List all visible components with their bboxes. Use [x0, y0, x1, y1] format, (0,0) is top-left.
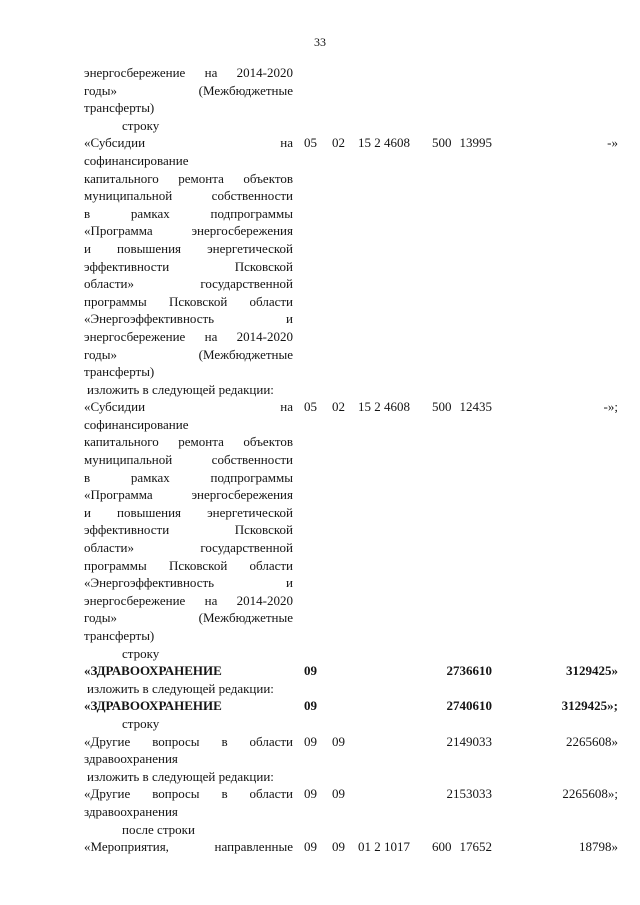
line-text: здравоохранения — [84, 803, 178, 819]
subsection-code: 09 — [332, 786, 345, 802]
instruction-text: изложить в следующей редакции: — [87, 768, 274, 784]
text-line — [0, 293, 640, 311]
instruction-text: изложить в следующей редакции: — [87, 680, 274, 696]
line-text: годы» (Межбюджетные — [84, 82, 293, 98]
line-text: «Энергоэффективность и — [84, 575, 293, 591]
text-line — [0, 99, 640, 117]
subsection-code: 02 — [332, 135, 345, 151]
section-code: 09 — [304, 698, 317, 714]
table-row — [0, 733, 640, 751]
instruction-line — [0, 680, 640, 698]
line-text: годы» (Межбюджетные — [84, 610, 293, 626]
text-line — [0, 346, 640, 364]
text-line — [0, 187, 640, 205]
section-code: 09 — [304, 663, 317, 679]
amount-first: 2740610 — [446, 698, 492, 714]
text-line — [0, 416, 640, 434]
amount-second: -» — [607, 135, 618, 151]
target-article-code: 15 2 4608 — [358, 135, 410, 151]
instruction-text: строку — [122, 715, 160, 731]
text-line — [0, 152, 640, 170]
line-text: здравоохранения — [84, 751, 178, 767]
text-line — [0, 275, 640, 293]
page-number: 33 — [314, 35, 326, 49]
text-line — [0, 328, 640, 346]
amount-second: 2265608» — [566, 733, 618, 749]
text-line — [0, 310, 640, 328]
text-line — [0, 803, 640, 821]
row-name: «ЗДРАВООХРАНЕНИЕ — [84, 698, 222, 714]
text-line — [0, 258, 640, 276]
table-row — [0, 134, 640, 152]
line-text: области» государственной — [84, 276, 293, 292]
table-row — [0, 398, 640, 416]
line-text: софинансирование — [84, 416, 189, 432]
text-line — [0, 82, 640, 100]
subsection-code: 02 — [332, 399, 345, 415]
instruction-text: после строки — [122, 821, 195, 837]
expense-type-code: 500 — [432, 135, 452, 151]
line-text: капитального ремонта объектов — [84, 434, 293, 450]
line-text: области» государственной — [84, 540, 293, 556]
text-line — [0, 363, 640, 381]
line-text: софинансирование — [84, 152, 189, 168]
line-text: и повышения энергетической — [84, 504, 293, 520]
row-name: «Мероприятия, направленные — [84, 839, 293, 855]
amount-second: 2265608»; — [562, 786, 618, 802]
instruction-text: строку — [122, 117, 160, 133]
text-line — [0, 504, 640, 522]
text-line — [0, 170, 640, 188]
table-row — [0, 697, 640, 715]
row-name: «ЗДРАВООХРАНЕНИЕ — [84, 663, 222, 679]
section-code: 09 — [304, 733, 317, 749]
instruction-line — [0, 821, 640, 839]
amount-first: 2153033 — [446, 786, 492, 802]
line-text: программы Псковской области — [84, 293, 293, 309]
text-line — [0, 205, 640, 223]
instruction-line — [0, 117, 640, 135]
instruction-line — [0, 768, 640, 786]
text-line — [0, 486, 640, 504]
line-text: трансферты) — [84, 628, 155, 643]
text-line — [0, 557, 640, 575]
text-line — [0, 240, 640, 258]
text-line — [0, 574, 640, 592]
text-line — [0, 592, 640, 610]
line-text: «Энергоэффективность и — [84, 311, 293, 327]
target-article-code: 01 2 1017 — [358, 839, 410, 855]
amount-second: 3129425»; — [561, 698, 618, 714]
amount-second: -»; — [603, 399, 618, 415]
text-line — [0, 451, 640, 469]
amount-second: 3129425» — [566, 663, 618, 679]
line-text: энергосбережение на 2014-2020 — [84, 592, 293, 608]
line-text: «Программа энергосбережения — [84, 487, 293, 503]
text-line — [0, 64, 640, 82]
line-text: капитального ремонта объектов — [84, 170, 293, 186]
text-line — [0, 222, 640, 240]
instruction-text: изложить в следующей редакции: — [87, 381, 274, 397]
text-line — [0, 433, 640, 451]
subsection-code: 09 — [332, 733, 345, 749]
instruction-line — [0, 645, 640, 663]
amendment-table — [0, 64, 640, 856]
text-line — [0, 539, 640, 557]
line-text: муниципальной собственности — [84, 188, 293, 204]
instruction-line — [0, 715, 640, 733]
table-row — [0, 662, 640, 680]
amount-first: 2149033 — [446, 733, 492, 749]
amount-first: 17652 — [459, 839, 492, 855]
expense-type-code: 500 — [432, 399, 452, 415]
line-text: в рамках подпрограммы — [84, 469, 293, 485]
amount-first: 13995 — [459, 135, 492, 151]
section-code: 05 — [304, 399, 317, 415]
amount-first: 2736610 — [446, 663, 492, 679]
row-name: «Другие вопросы в области — [84, 733, 293, 749]
text-line — [0, 469, 640, 487]
text-line — [0, 750, 640, 768]
text-line — [0, 609, 640, 627]
line-text: энергосбережение на 2014-2020 — [84, 65, 293, 80]
section-code: 09 — [304, 786, 317, 802]
line-text: энергосбережение на 2014-2020 — [84, 328, 293, 344]
line-text: программы Псковской области — [84, 557, 293, 573]
expense-type-code: 600 — [432, 839, 452, 855]
target-article-code: 15 2 4608 — [358, 399, 410, 415]
line-text: трансферты) — [84, 100, 155, 116]
section-code: 09 — [304, 839, 317, 855]
section-code: 05 — [304, 135, 317, 151]
line-text: и повышения энергетической — [84, 240, 293, 256]
line-text: в рамках подпрограммы — [84, 205, 293, 221]
instruction-text: строку — [122, 645, 160, 661]
subsection-code: 09 — [332, 839, 345, 855]
text-line — [0, 627, 640, 645]
amount-second: 18798» — [579, 839, 618, 855]
row-name: «Другие вопросы в области — [84, 786, 293, 802]
line-text: муниципальной собственности — [84, 452, 293, 468]
row-name: «Субсидии на — [84, 135, 293, 151]
table-row — [0, 838, 640, 856]
line-text: «Программа энергосбережения — [84, 223, 293, 239]
line-text: трансферты) — [84, 364, 155, 380]
amount-first: 12435 — [459, 399, 492, 415]
row-name: «Субсидии на — [84, 399, 293, 415]
table-row — [0, 785, 640, 803]
line-text: годы» (Межбюджетные — [84, 346, 293, 362]
instruction-line — [0, 381, 640, 399]
line-text: эффективности Псковской — [84, 258, 293, 274]
line-text: эффективности Псковской — [84, 522, 293, 538]
text-line — [0, 521, 640, 539]
